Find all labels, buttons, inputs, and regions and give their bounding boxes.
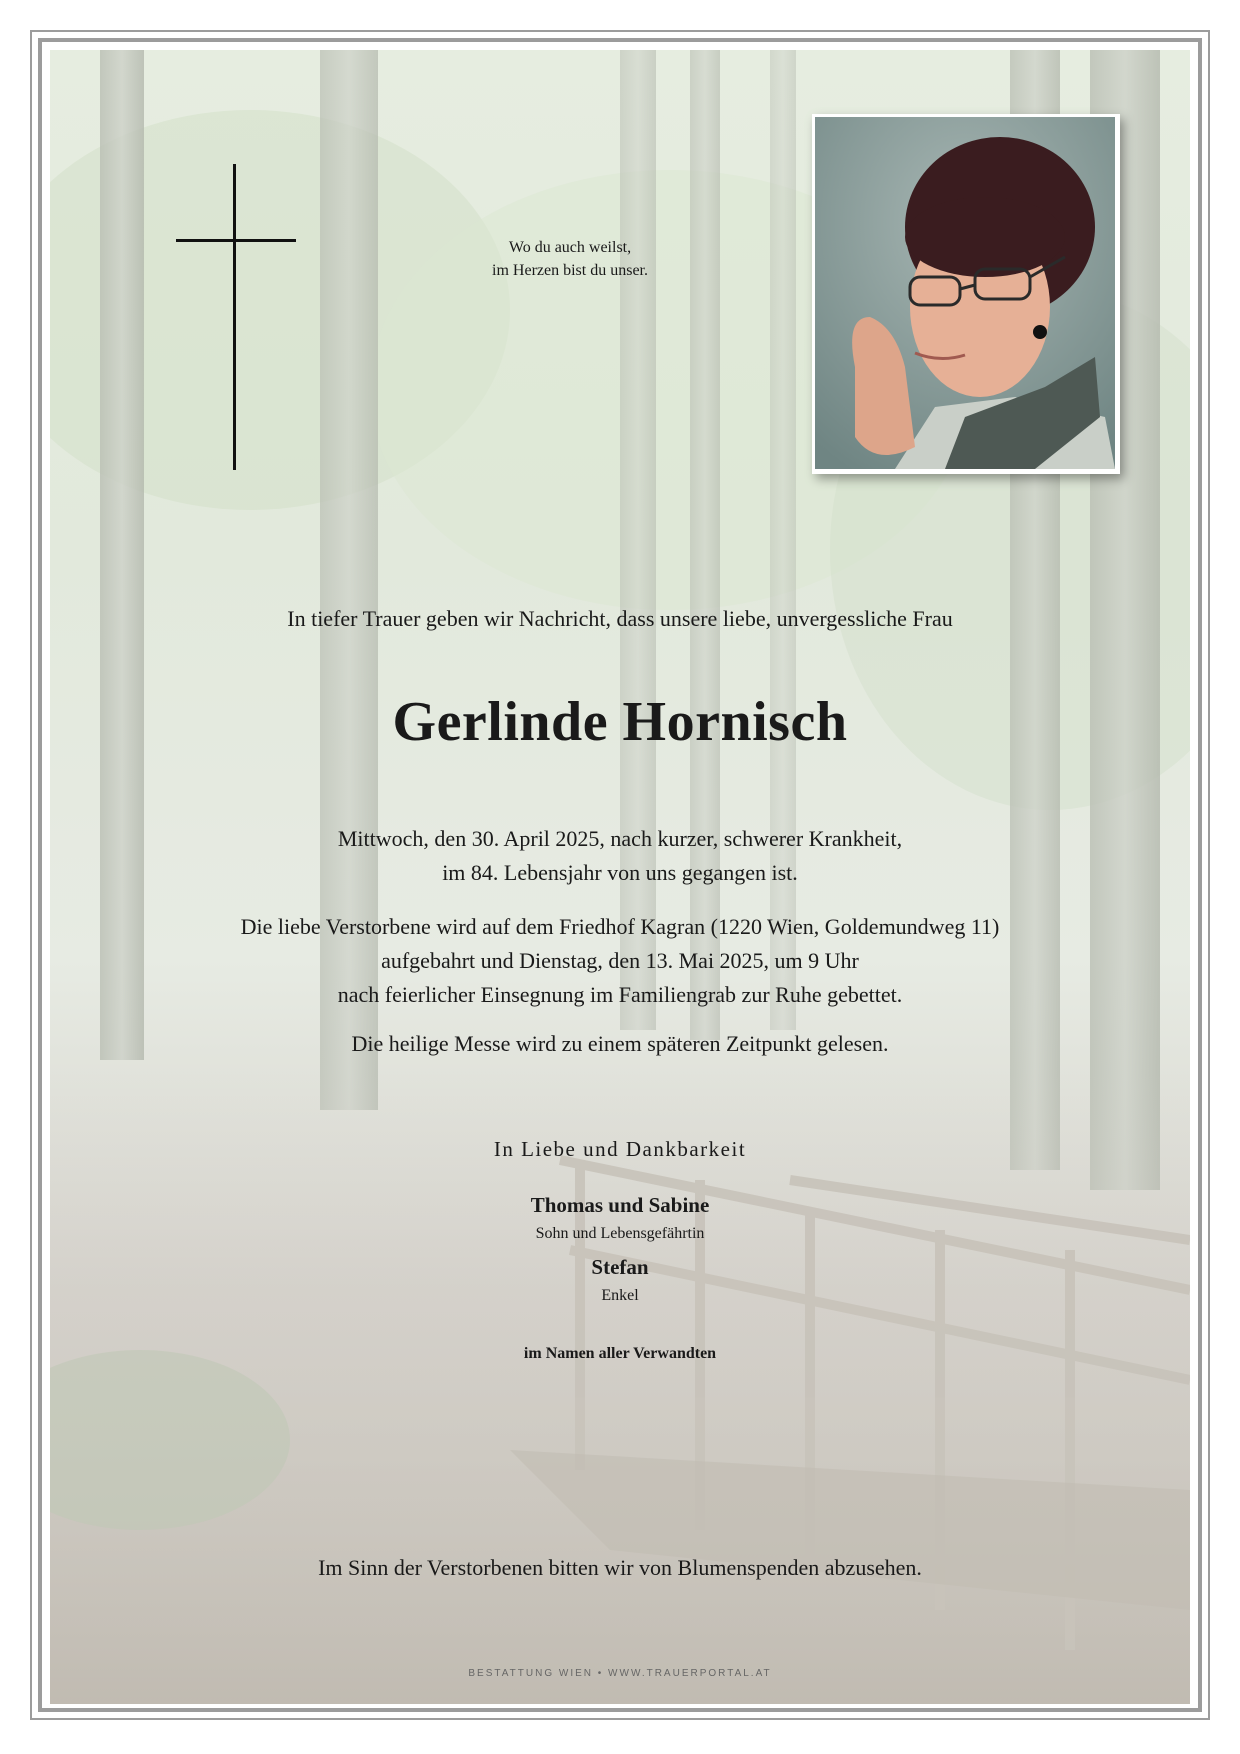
motto-line-2: im Herzen bist du unser. bbox=[492, 262, 648, 279]
funeral-line-2: aufgebahrt und Dienstag, den 13. Mai 2025, um 9 Uhr bbox=[381, 948, 859, 973]
intro-text: In tiefer Trauer geben wir Nachricht, dass unsere liebe, unvergessliche Frau bbox=[287, 606, 953, 631]
mourner-name: Stefan bbox=[591, 1255, 649, 1279]
thanks-line: In Liebe und Dankbarkeit bbox=[493, 1137, 747, 1161]
funeral-details bbox=[100, 910, 1140, 1012]
mourner-relation: Sohn und Lebensgefährtin bbox=[535, 1225, 705, 1242]
funeral-line-3: nach feierlicher Einsegnung im Familiengrab zur Ruhe gebettet. bbox=[337, 982, 903, 1007]
mass-note: Die heilige Messe wird zu einem späteren Zeitpunkt gelesen. bbox=[351, 1031, 889, 1056]
motto bbox=[420, 236, 720, 282]
footer-credit: BESTATTUNG WIEN • WWW.TRAUERPORTAL.AT bbox=[468, 1668, 772, 1679]
mourner-name: Thomas und Sabine bbox=[530, 1193, 710, 1217]
on-behalf-line: im Namen aller Verwandten bbox=[523, 1345, 717, 1362]
death-notice-line-2: im 84. Lebensjahr von uns gegangen ist. bbox=[442, 860, 798, 885]
portrait-photo bbox=[812, 114, 1120, 474]
death-notice bbox=[100, 822, 1140, 890]
deceased-name: Gerlinde Hornisch bbox=[392, 691, 848, 753]
portrait-image bbox=[815, 117, 1115, 469]
death-notice-line-1: Mittwoch, den 30. April 2025, nach kurzer, schwerer Krankheit, bbox=[337, 826, 903, 851]
funeral-line-1: Die liebe Verstorbene wird auf dem Friedhof Kagran (1220 Wien, Goldemundweg 11) bbox=[240, 914, 1000, 939]
flowers-note: Im Sinn der Verstorbenen bitten wir von Blumenspenden abzusehen. bbox=[318, 1555, 922, 1580]
cross-icon bbox=[176, 164, 296, 474]
motto-line-1: Wo du auch weilst, bbox=[508, 239, 632, 256]
mourner-relation: Enkel bbox=[601, 1287, 639, 1304]
